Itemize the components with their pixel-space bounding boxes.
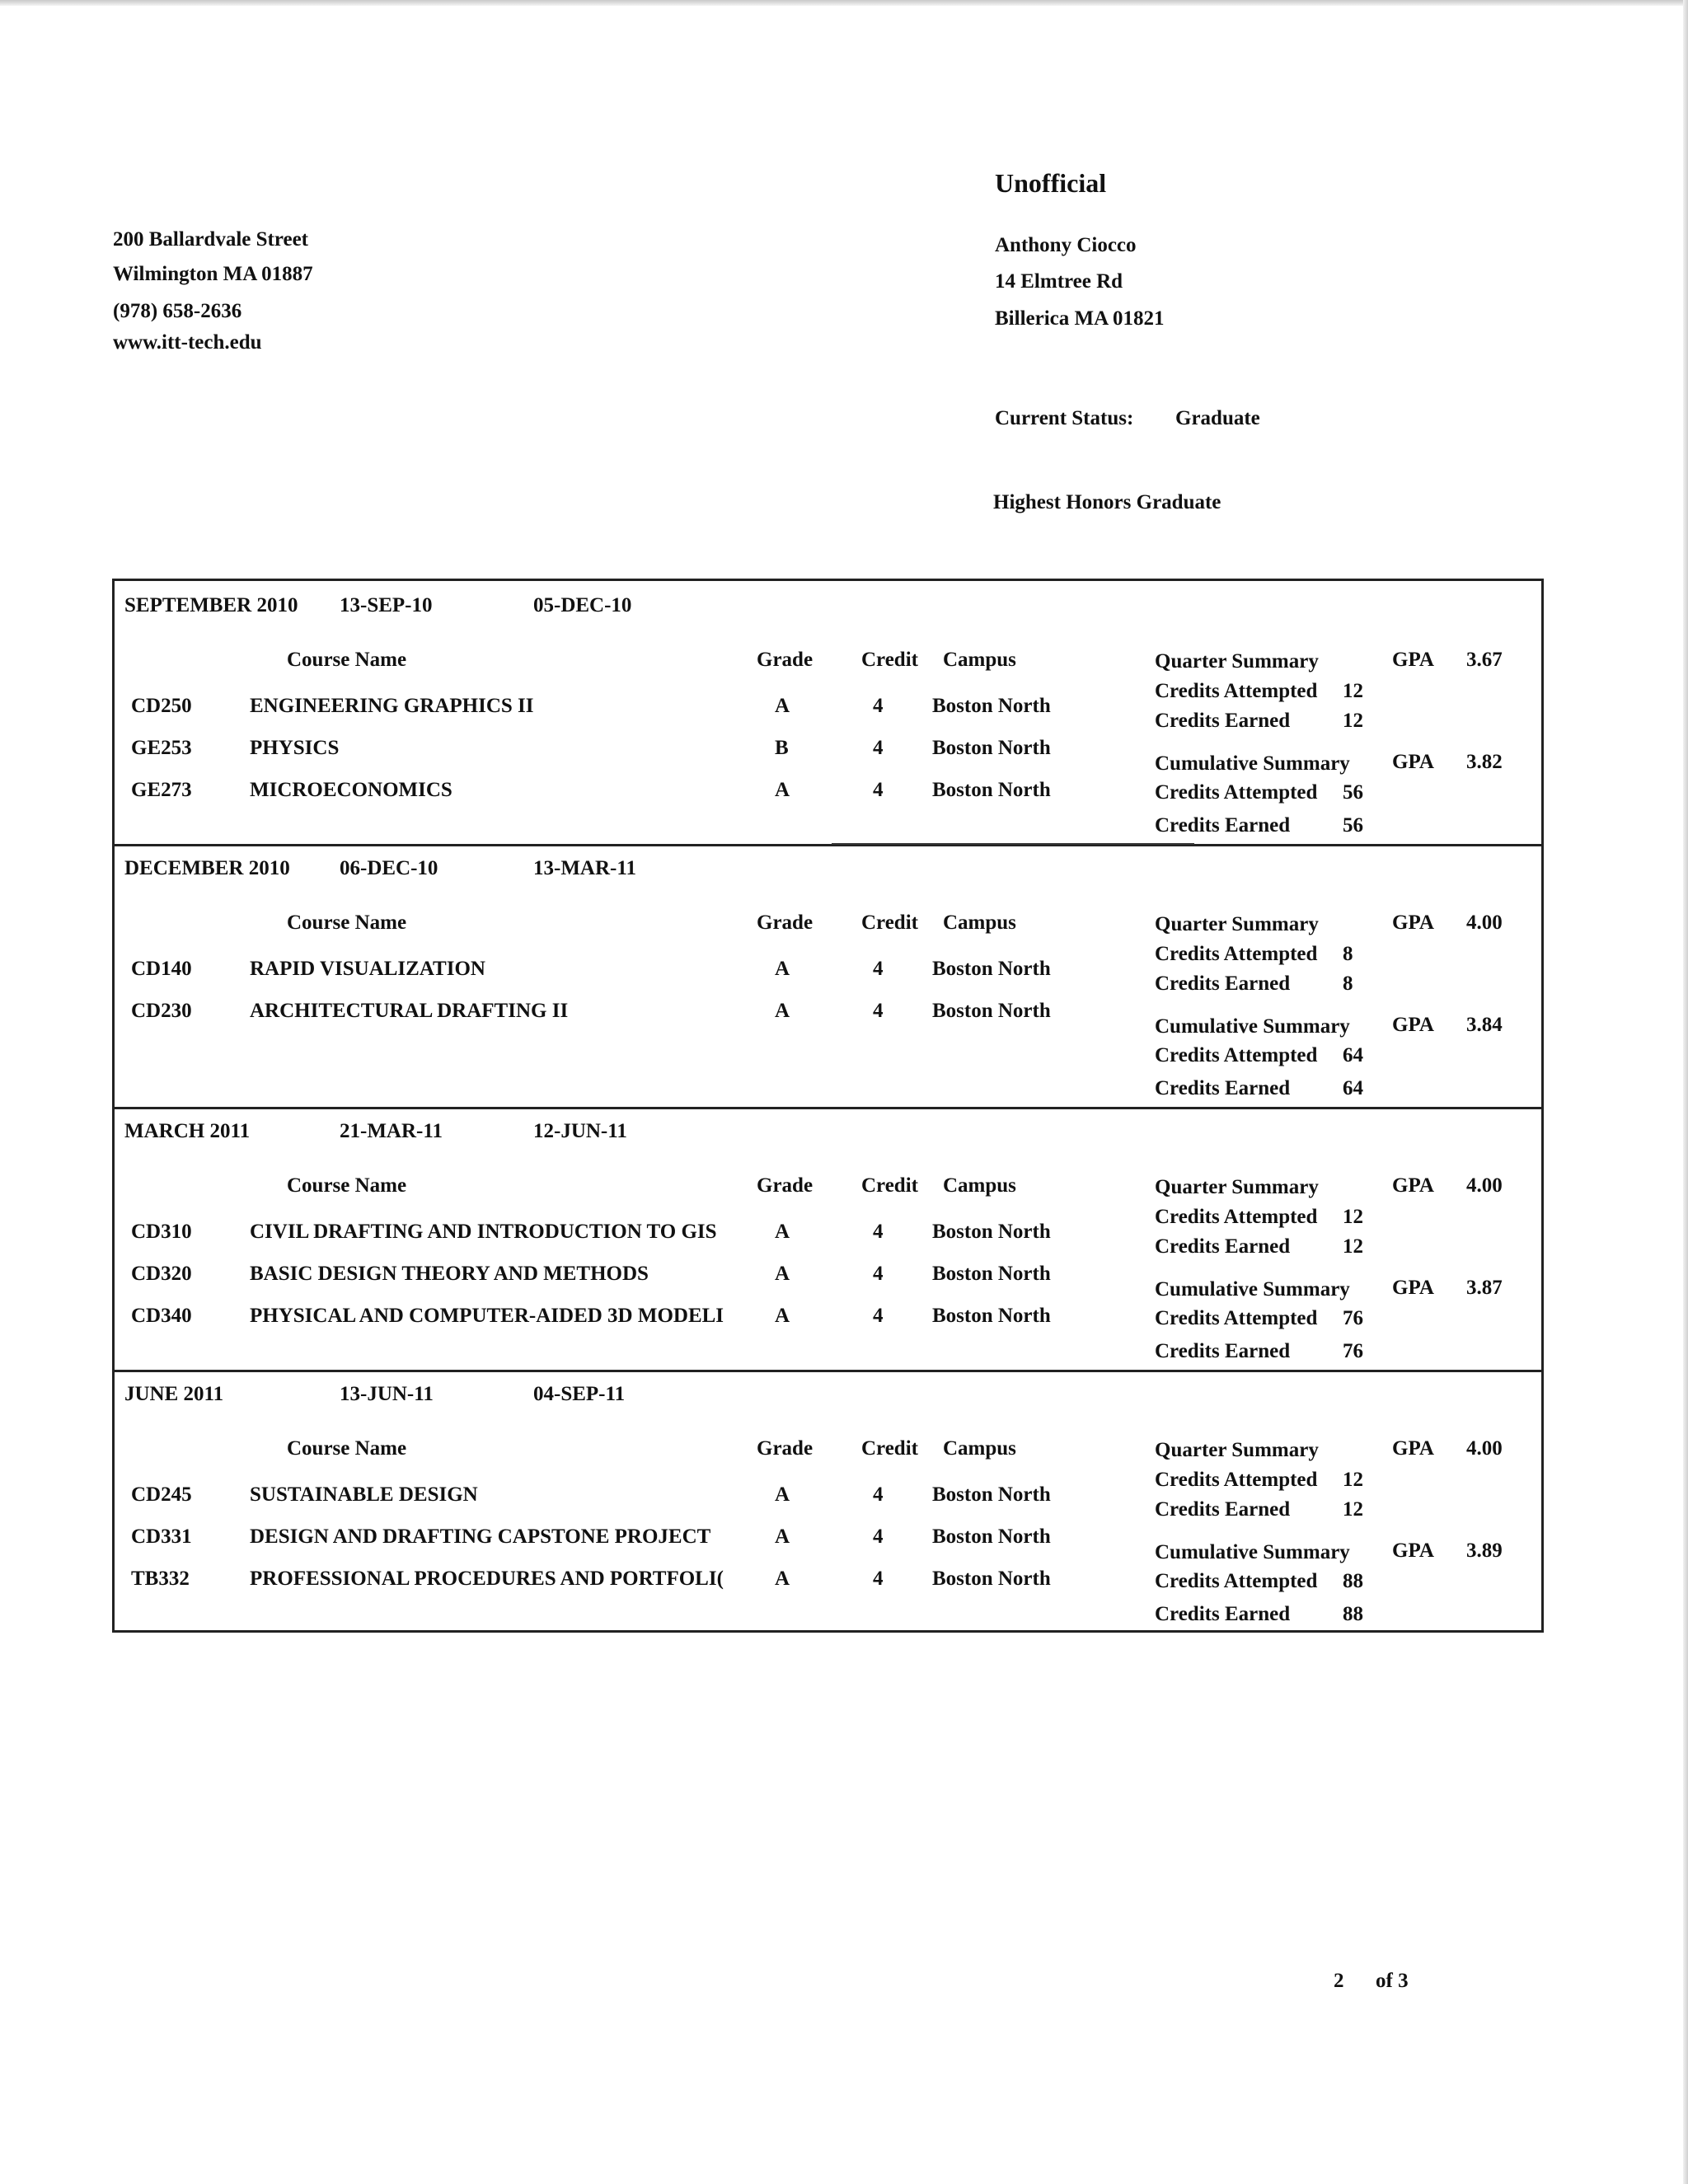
transcript-table bbox=[112, 579, 1544, 1633]
quarter-summary-label: Quarter Summary bbox=[1155, 913, 1319, 935]
term-end-date: 12-JUN-11 bbox=[533, 1120, 627, 1142]
cumulative-credits-attempted-value: 76 bbox=[1343, 1307, 1363, 1329]
course-credit: 4 bbox=[873, 958, 884, 980]
student-city: Billerica MA 01821 bbox=[995, 307, 1165, 330]
campus-header: Campus bbox=[943, 1437, 1016, 1460]
current-status-label: Current Status: bbox=[995, 407, 1134, 429]
course-list-rule bbox=[832, 843, 1194, 845]
campus-header: Campus bbox=[943, 1174, 1016, 1197]
course-credit: 4 bbox=[873, 1305, 884, 1327]
course-campus: Boston North bbox=[932, 958, 1051, 980]
cumulative-summary-label: Cumulative Summary bbox=[1155, 1015, 1350, 1038]
course-code: CD230 bbox=[131, 1000, 192, 1022]
quarter-credits-attempted-value: 12 bbox=[1343, 1469, 1363, 1491]
credit-header: Credit bbox=[861, 1174, 918, 1197]
campus-header: Campus bbox=[943, 912, 1016, 934]
term-start-date: 06-DEC-10 bbox=[340, 857, 438, 879]
course-credit: 4 bbox=[873, 1221, 884, 1243]
quarter-credits-attempted-label: Credits Attempted bbox=[1155, 943, 1318, 965]
school-city: Wilmington MA 01887 bbox=[113, 263, 313, 285]
course-name: CIVIL DRAFTING AND INTRODUCTION TO GIS bbox=[250, 1221, 717, 1243]
course-name: ARCHITECTURAL DRAFTING II bbox=[250, 1000, 569, 1022]
page-total: of 3 bbox=[1376, 1970, 1409, 1992]
term-divider bbox=[115, 1370, 1541, 1372]
campus-header: Campus bbox=[943, 649, 1016, 671]
term-name: DECEMBER 2010 bbox=[124, 857, 290, 879]
cumulative-gpa-value: 3.89 bbox=[1466, 1540, 1503, 1562]
course-code: CD320 bbox=[131, 1263, 192, 1285]
cumulative-credits-attempted-label: Credits Attempted bbox=[1155, 1044, 1318, 1066]
course-grade: A bbox=[775, 1221, 790, 1243]
course-credit: 4 bbox=[873, 1483, 884, 1506]
course-campus: Boston North bbox=[932, 1526, 1051, 1548]
quarter-summary-label: Quarter Summary bbox=[1155, 1439, 1319, 1461]
grade-header: Grade bbox=[757, 912, 814, 934]
term-block bbox=[115, 1107, 1541, 1370]
term-end-date: 04-SEP-11 bbox=[533, 1383, 626, 1405]
course-name: PROFESSIONAL PROCEDURES AND PORTFOLI( bbox=[250, 1568, 724, 1590]
quarter-credits-attempted-value: 12 bbox=[1343, 1206, 1363, 1228]
course-name-header: Course Name bbox=[287, 912, 407, 934]
term-name: SEPTEMBER 2010 bbox=[124, 594, 298, 616]
credit-header: Credit bbox=[861, 1437, 918, 1460]
course-grade: A bbox=[775, 1526, 790, 1548]
grade-header: Grade bbox=[757, 649, 814, 671]
student-street: 14 Elmtree Rd bbox=[995, 270, 1123, 293]
course-credit: 4 bbox=[873, 1263, 884, 1285]
term-block bbox=[115, 1370, 1541, 1633]
course-credit: 4 bbox=[873, 1526, 884, 1548]
term-block bbox=[115, 581, 1541, 844]
term-name: MARCH 2011 bbox=[124, 1120, 251, 1142]
cumulative-gpa-label: GPA bbox=[1392, 1277, 1434, 1299]
quarter-gpa-value: 4.00 bbox=[1466, 1437, 1503, 1460]
course-grade: A bbox=[775, 695, 790, 717]
quarter-credits-attempted-value: 12 bbox=[1343, 680, 1363, 702]
course-code: CD140 bbox=[131, 958, 192, 980]
scan-edge-right bbox=[1683, 0, 1688, 2184]
cumulative-credits-attempted-value: 64 bbox=[1343, 1044, 1363, 1066]
scan-edge-top bbox=[0, 0, 1688, 6]
cumulative-gpa-value: 3.82 bbox=[1466, 751, 1503, 773]
course-campus: Boston North bbox=[932, 1221, 1051, 1243]
course-campus: Boston North bbox=[932, 737, 1051, 759]
honors-designation: Highest Honors Graduate bbox=[993, 491, 1221, 513]
course-code: CD340 bbox=[131, 1305, 192, 1327]
cumulative-credits-attempted-label: Credits Attempted bbox=[1155, 1307, 1318, 1329]
term-block bbox=[115, 844, 1541, 1107]
cumulative-credits-earned-label: Credits Earned bbox=[1155, 1340, 1291, 1362]
course-credit: 4 bbox=[873, 695, 884, 717]
cumulative-credits-earned-value: 76 bbox=[1343, 1340, 1363, 1362]
grade-header: Grade bbox=[757, 1174, 814, 1197]
page-number: 2 bbox=[1334, 1970, 1344, 1992]
course-name: DESIGN AND DRAFTING CAPSTONE PROJECT bbox=[250, 1526, 711, 1548]
quarter-credits-attempted-label: Credits Attempted bbox=[1155, 680, 1318, 702]
quarter-credits-earned-value: 8 bbox=[1343, 972, 1353, 995]
course-grade: A bbox=[775, 1000, 790, 1022]
course-name: MICROECONOMICS bbox=[250, 779, 452, 801]
course-campus: Boston North bbox=[932, 1000, 1051, 1022]
course-code: GE273 bbox=[131, 779, 192, 801]
course-code: CD245 bbox=[131, 1483, 192, 1506]
cumulative-gpa-label: GPA bbox=[1392, 1540, 1434, 1562]
course-credit: 4 bbox=[873, 1568, 884, 1590]
cumulative-gpa-label: GPA bbox=[1392, 751, 1434, 773]
course-grade: A bbox=[775, 1305, 790, 1327]
course-campus: Boston North bbox=[932, 779, 1051, 801]
quarter-gpa-value: 3.67 bbox=[1466, 649, 1503, 671]
course-grade: A bbox=[775, 779, 790, 801]
quarter-gpa-value: 4.00 bbox=[1466, 912, 1503, 934]
term-start-date: 21-MAR-11 bbox=[340, 1120, 443, 1142]
cumulative-gpa-value: 3.87 bbox=[1466, 1277, 1503, 1299]
term-divider bbox=[115, 1107, 1541, 1109]
quarter-credits-earned-label: Credits Earned bbox=[1155, 1235, 1291, 1258]
course-name-header: Course Name bbox=[287, 649, 407, 671]
course-campus: Boston North bbox=[932, 1305, 1051, 1327]
quarter-credits-earned-value: 12 bbox=[1343, 1498, 1363, 1521]
course-name-header: Course Name bbox=[287, 1437, 407, 1460]
course-name: BASIC DESIGN THEORY AND METHODS bbox=[250, 1263, 649, 1285]
cumulative-credits-earned-label: Credits Earned bbox=[1155, 1603, 1291, 1625]
course-code: GE253 bbox=[131, 737, 192, 759]
quarter-summary-label: Quarter Summary bbox=[1155, 650, 1319, 673]
quarter-credits-earned-label: Credits Earned bbox=[1155, 710, 1291, 732]
quarter-gpa-value: 4.00 bbox=[1466, 1174, 1503, 1197]
term-name: JUNE 2011 bbox=[124, 1383, 224, 1405]
quarter-summary-label: Quarter Summary bbox=[1155, 1176, 1319, 1198]
quarter-credits-earned-value: 12 bbox=[1343, 710, 1363, 732]
quarter-credits-attempted-label: Credits Attempted bbox=[1155, 1469, 1318, 1491]
course-name-header: Course Name bbox=[287, 1174, 407, 1197]
term-end-date: 13-MAR-11 bbox=[533, 857, 636, 879]
course-grade: A bbox=[775, 1263, 790, 1285]
course-code: CD250 bbox=[131, 695, 192, 717]
current-status-value: Graduate bbox=[1175, 407, 1260, 429]
grade-header: Grade bbox=[757, 1437, 814, 1460]
quarter-gpa-label: GPA bbox=[1392, 912, 1434, 934]
cumulative-credits-earned-label: Credits Earned bbox=[1155, 1077, 1291, 1099]
student-name: Anthony Ciocco bbox=[995, 234, 1137, 256]
quarter-gpa-label: GPA bbox=[1392, 1437, 1434, 1460]
course-credit: 4 bbox=[873, 1000, 884, 1022]
cumulative-credits-earned-value: 56 bbox=[1343, 814, 1363, 837]
course-name: SUSTAINABLE DESIGN bbox=[250, 1483, 478, 1506]
quarter-credits-earned-label: Credits Earned bbox=[1155, 1498, 1291, 1521]
school-website: www.itt-tech.edu bbox=[113, 331, 262, 354]
course-campus: Boston North bbox=[932, 695, 1051, 717]
cumulative-summary-label: Cumulative Summary bbox=[1155, 1278, 1350, 1301]
course-credit: 4 bbox=[873, 737, 884, 759]
course-credit: 4 bbox=[873, 779, 884, 801]
cumulative-summary-label: Cumulative Summary bbox=[1155, 752, 1350, 775]
course-name: ENGINEERING GRAPHICS II bbox=[250, 695, 534, 717]
term-divider bbox=[115, 844, 1541, 846]
course-name: PHYSICAL AND COMPUTER-AIDED 3D MODELI bbox=[250, 1305, 724, 1327]
quarter-gpa-label: GPA bbox=[1392, 649, 1434, 671]
course-grade: A bbox=[775, 1568, 790, 1590]
course-grade: B bbox=[775, 737, 789, 759]
course-grade: A bbox=[775, 958, 790, 980]
school-street: 200 Ballardvale Street bbox=[113, 228, 308, 251]
quarter-credits-earned-label: Credits Earned bbox=[1155, 972, 1291, 995]
course-campus: Boston North bbox=[932, 1568, 1051, 1590]
cumulative-summary-label: Cumulative Summary bbox=[1155, 1541, 1350, 1563]
credit-header: Credit bbox=[861, 912, 918, 934]
quarter-credits-attempted-label: Credits Attempted bbox=[1155, 1206, 1318, 1228]
term-end-date: 05-DEC-10 bbox=[533, 594, 632, 616]
course-name: RAPID VISUALIZATION bbox=[250, 958, 485, 980]
quarter-credits-earned-value: 12 bbox=[1343, 1235, 1363, 1258]
course-grade: A bbox=[775, 1483, 790, 1506]
cumulative-credits-earned-value: 64 bbox=[1343, 1077, 1363, 1099]
term-start-date: 13-SEP-10 bbox=[340, 594, 433, 616]
cumulative-credits-attempted-label: Credits Attempted bbox=[1155, 1570, 1318, 1592]
course-name: PHYSICS bbox=[250, 737, 340, 759]
quarter-gpa-label: GPA bbox=[1392, 1174, 1434, 1197]
course-campus: Boston North bbox=[932, 1263, 1051, 1285]
credit-header: Credit bbox=[861, 649, 918, 671]
term-start-date: 13-JUN-11 bbox=[340, 1383, 434, 1405]
unofficial-heading: Unofficial bbox=[995, 168, 1107, 198]
course-code: CD310 bbox=[131, 1221, 192, 1243]
course-campus: Boston North bbox=[932, 1483, 1051, 1506]
cumulative-credits-earned-value: 88 bbox=[1343, 1603, 1363, 1625]
course-code: CD331 bbox=[131, 1526, 192, 1548]
cumulative-gpa-label: GPA bbox=[1392, 1014, 1434, 1036]
cumulative-credits-attempted-value: 56 bbox=[1343, 781, 1363, 804]
school-phone: (978) 658-2636 bbox=[113, 300, 242, 322]
cumulative-credits-attempted-value: 88 bbox=[1343, 1570, 1363, 1592]
cumulative-gpa-value: 3.84 bbox=[1466, 1014, 1503, 1036]
cumulative-credits-earned-label: Credits Earned bbox=[1155, 814, 1291, 837]
course-code: TB332 bbox=[131, 1568, 190, 1590]
quarter-credits-attempted-value: 8 bbox=[1343, 943, 1353, 965]
cumulative-credits-attempted-label: Credits Attempted bbox=[1155, 781, 1318, 804]
